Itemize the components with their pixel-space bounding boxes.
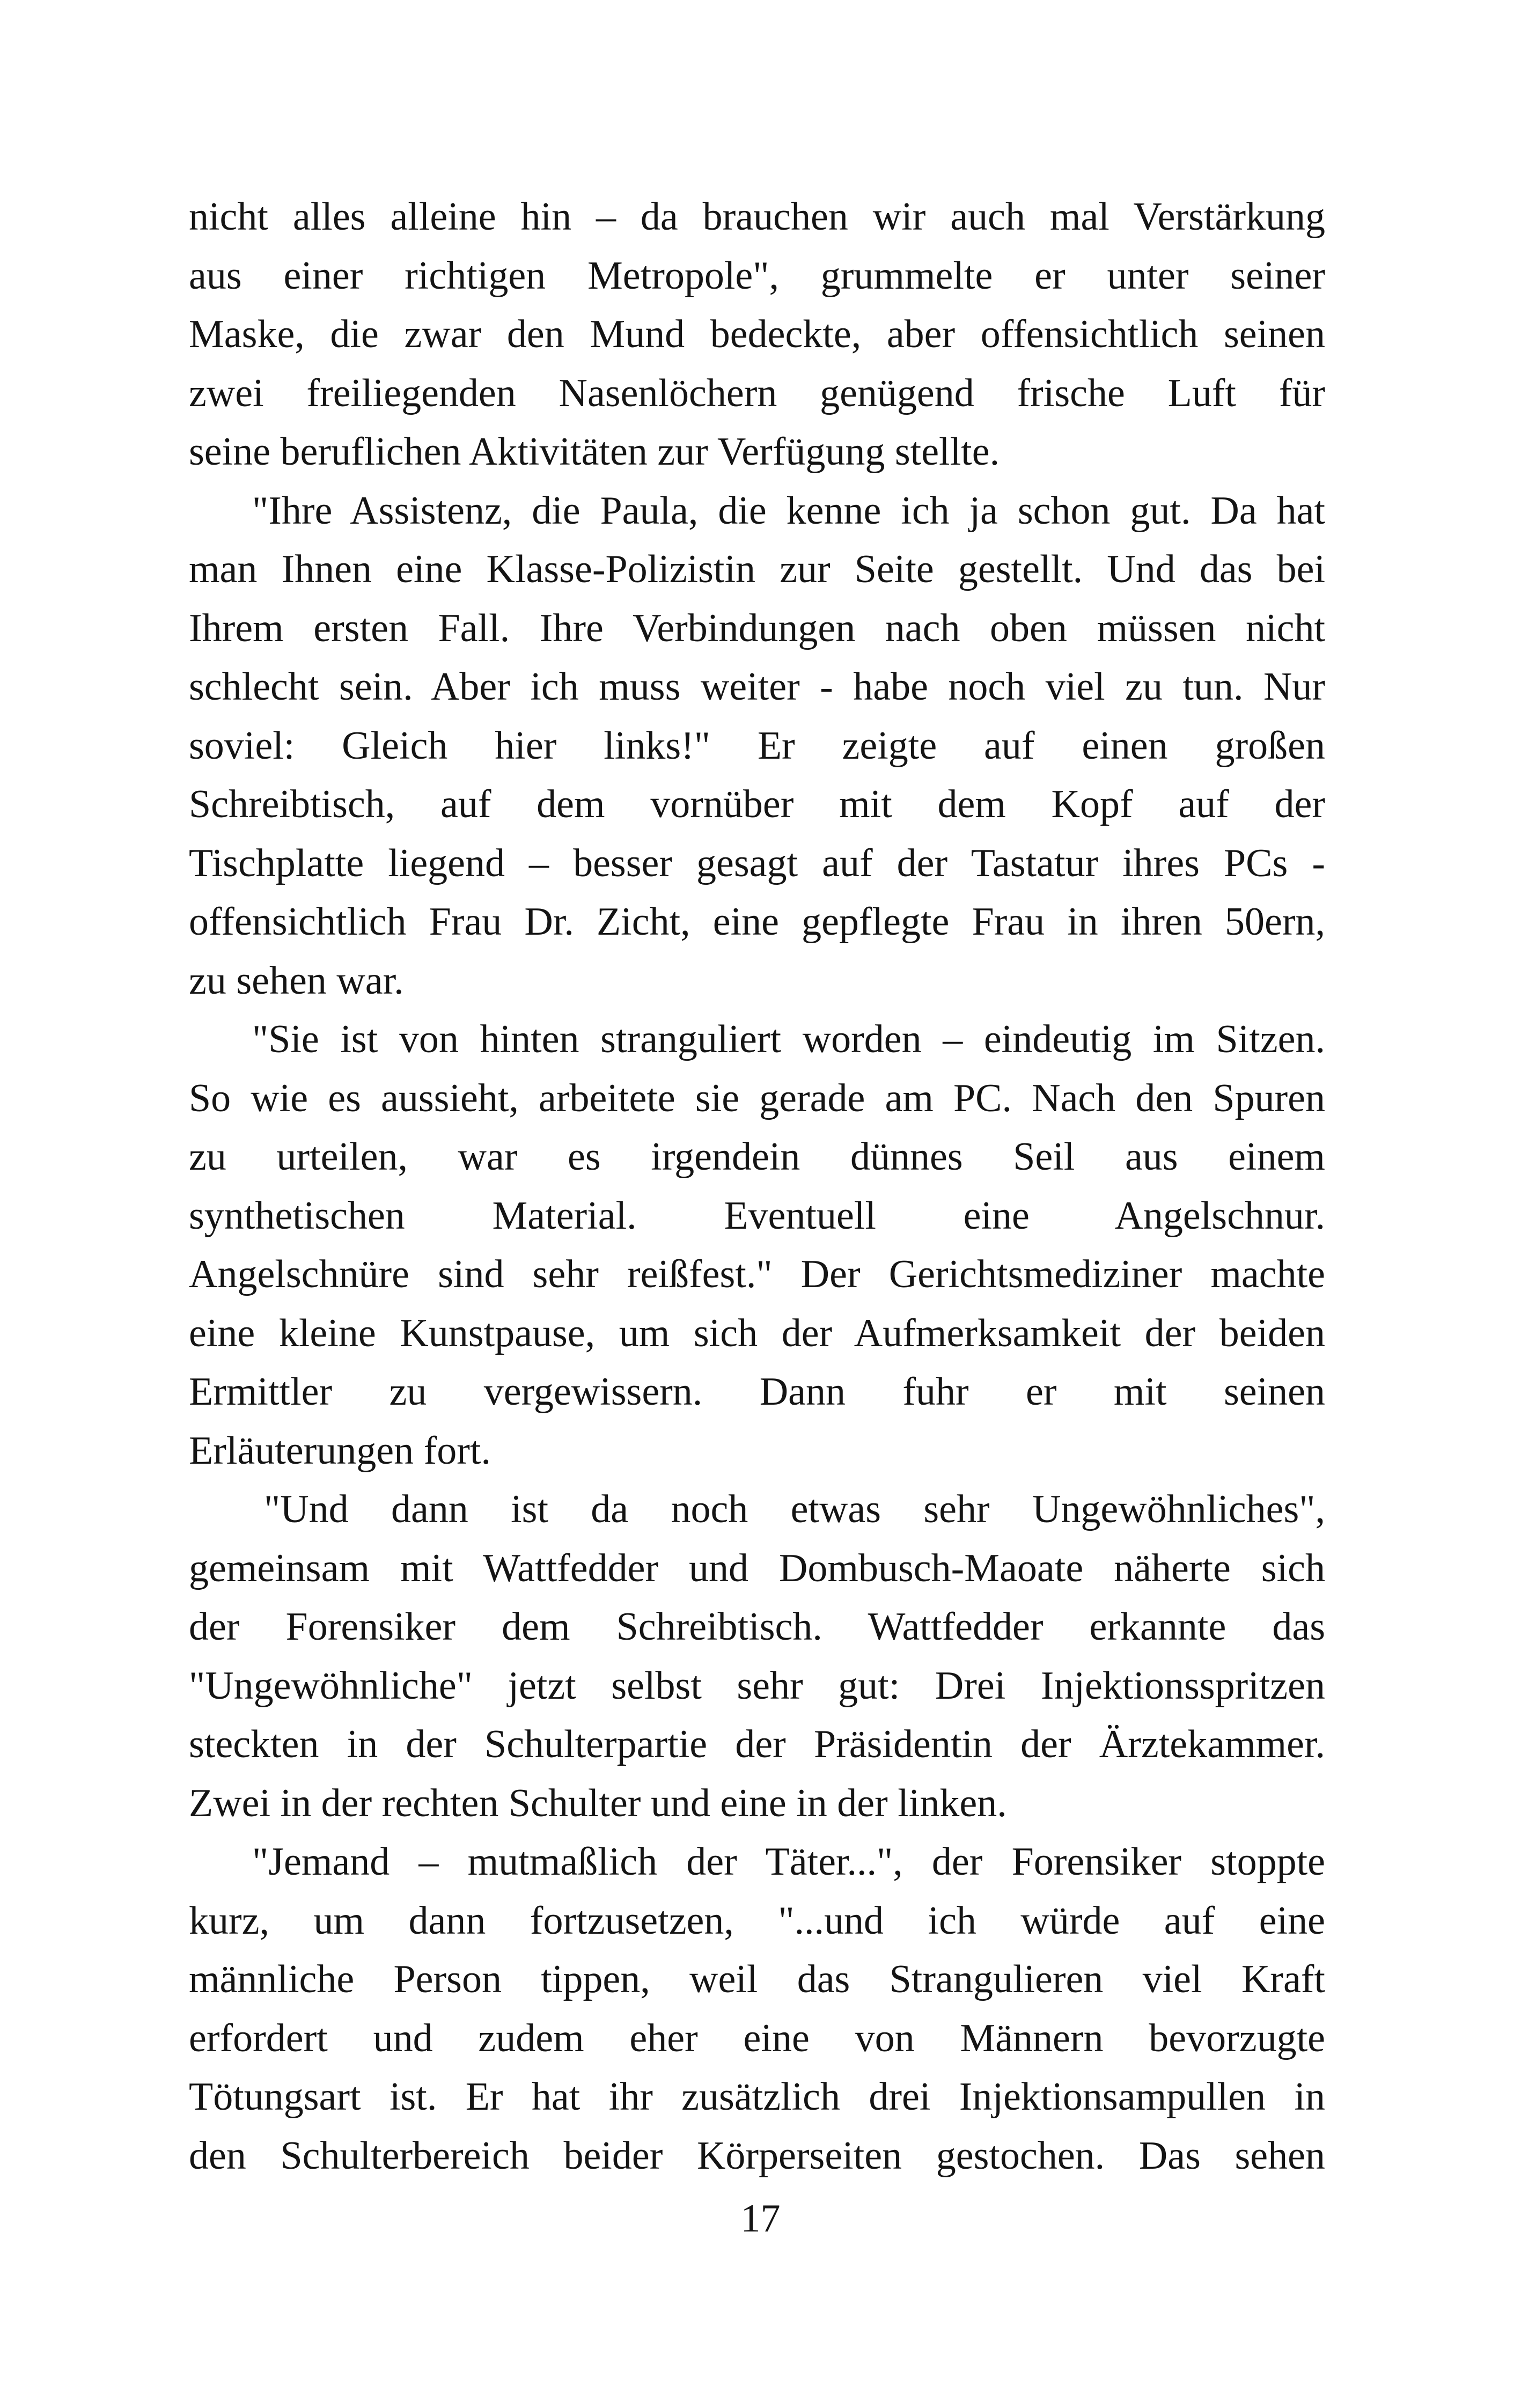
text-line: man Ihnen eine Klasse-Polizistin zur Seite gestellt. Und das bei [189,547,1325,591]
text-line: schlecht sein. Aber ich muss weiter - habe noch viel zu tun. Nur [189,665,1325,709]
text-line: "Jemand – mutmaßlich der Täter...", der Forensiker stoppte [252,1840,1325,1884]
text-line: aus einer richtigen Metropole", grummelte er unter seiner [189,253,1325,298]
text-line: steckten in der Schulterpartie der Präsidentin der Ärztekammer. [189,1722,1325,1766]
text-line: seine beruflichen Aktivitäten zur Verfügung stellte. [189,430,1000,474]
text-line: offensichtlich Frau Dr. Zicht, eine gepflegte Frau in ihren 50ern, [189,900,1325,944]
text-line: Schreibtisch, auf dem vornüber mit dem Kopf auf der [189,782,1325,826]
text-line: zwei freiliegenden Nasenlöchern genügend frische Luft für [189,371,1325,415]
text-line: der Forensiker dem Schreibtisch. Wattfedder erkannte das [189,1605,1325,1649]
text-line: So wie es aussieht, arbeitete sie gerade am PC. Nach den Spuren [189,1076,1325,1120]
text-line: Angelschnüre sind sehr reißfest." Der Gerichtsmediziner machte [189,1252,1325,1296]
text-line: Erläuterungen fort. [189,1428,491,1473]
text-line: erfordert und zudem eher eine von Männern bevorzugte [189,2016,1325,2060]
text-line: Ermittler zu vergewissern. Dann fuhr er mit seinen [189,1370,1325,1414]
page-number: 17 [740,2197,781,2241]
text-line: gemeinsam mit Wattfedder und Dombusch-Maoate näherte sich [189,1546,1325,1590]
text-line: den Schulterbereich beider Körperseiten gestochen. Das sehen [189,2133,1325,2178]
text-line: "Ihre Assistenz, die Paula, die kenne ich ja schon gut. Da hat [252,488,1325,533]
body-text [189,188,1325,2185]
text-line: "Sie ist von hinten stranguliert worden – eindeutig im Sitzen. [252,1017,1325,1061]
text-line: Ihrem ersten Fall. Ihre Verbindungen nach oben müssen nicht [189,606,1325,650]
text-line: eine kleine Kunstpause, um sich der Aufmerksamkeit der beiden [189,1311,1325,1355]
text-line: kurz, um dann fortzusetzen, "...und ich würde auf eine [189,1898,1325,1943]
text-line: synthetischen Material. Eventuell eine Angelschnur. [189,1193,1325,1238]
text-line: nicht alles alleine hin – da brauchen wir auch mal Verstärkung [189,195,1325,239]
text-line: Tötungsart ist. Er hat ihr zusätzlich drei Injektionsampullen in [189,2075,1325,2119]
text-line: männliche Person tippen, weil das Strangulieren viel Kraft [189,1957,1325,2001]
text-line: "Und dann ist da noch etwas sehr Ungewöhnliches", [264,1487,1325,1531]
text-line: zu urteilen, war es irgendein dünnes Seil aus einem [189,1135,1325,1179]
text-line: zu sehen war. [189,958,404,1003]
text-line: Zwei in der rechten Schulter und eine in der linken. [189,1781,1007,1825]
text-line: soviel: Gleich hier links!" Er zeigte auf einen großen [189,723,1325,768]
text-line: Tischplatte liegend – besser gesagt auf der Tastatur ihres PCs - [189,841,1325,885]
text-line: Maske, die zwar den Mund bedeckte, aber offensichtlich seinen [189,312,1325,356]
text-line: "Ungewöhnliche" jetzt selbst sehr gut: Drei Injektionsspritzen [189,1663,1325,1708]
